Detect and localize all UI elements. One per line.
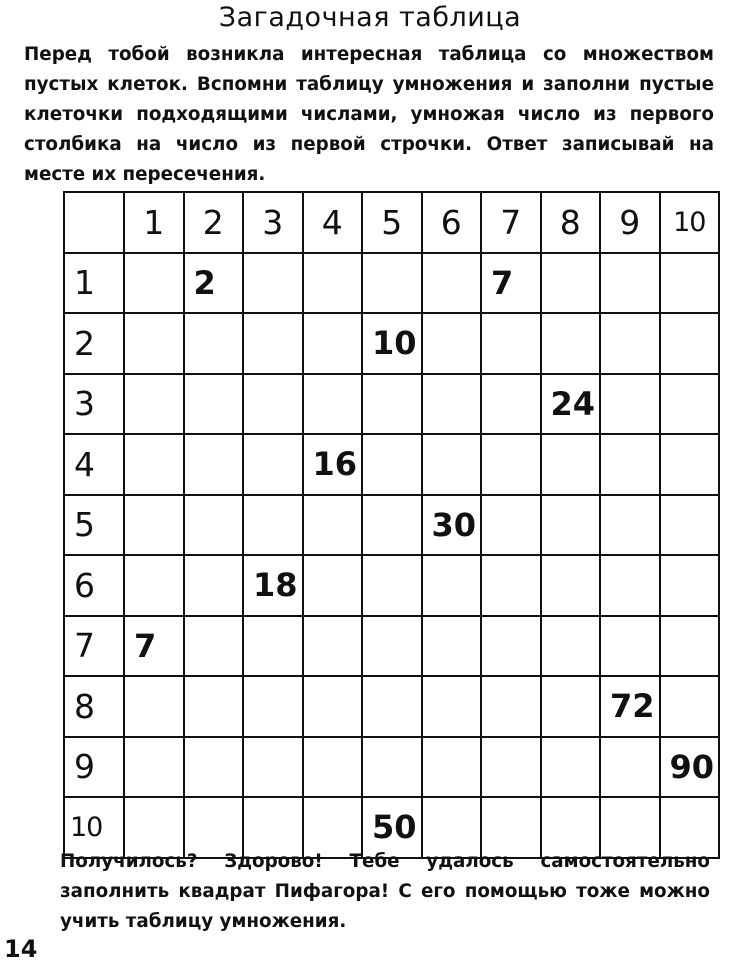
- table-cell-empty[interactable]: [423, 435, 483, 496]
- column-header-9: 9: [601, 193, 661, 254]
- table-cell-empty[interactable]: [601, 375, 661, 436]
- multiplication-table: [63, 191, 720, 859]
- row-header-9: 9: [65, 738, 125, 799]
- table-cell-empty[interactable]: [244, 314, 304, 375]
- table-cell-empty[interactable]: [661, 375, 721, 436]
- table-cell-empty[interactable]: [244, 375, 304, 436]
- table-cell-empty[interactable]: [244, 617, 304, 678]
- table-cell-filled: 16: [304, 435, 364, 496]
- row-header-6: 6: [65, 556, 125, 617]
- table-cell-empty[interactable]: [542, 677, 602, 738]
- table-cell-filled: 7: [482, 254, 542, 315]
- table-cell-empty[interactable]: [423, 314, 483, 375]
- table-cell-empty[interactable]: [185, 677, 245, 738]
- table-cell-empty[interactable]: [185, 738, 245, 799]
- row-header-2: 2: [65, 314, 125, 375]
- table-cell-empty[interactable]: [125, 556, 185, 617]
- column-header-10: 10: [661, 193, 721, 254]
- table-cell-empty[interactable]: [304, 617, 364, 678]
- table-cell-empty[interactable]: [661, 677, 721, 738]
- table-cell-empty[interactable]: [601, 254, 661, 315]
- table-cell-empty[interactable]: [661, 496, 721, 557]
- table-cell-empty[interactable]: [363, 738, 423, 799]
- table-cell-empty[interactable]: [244, 738, 304, 799]
- table-cell-empty[interactable]: [542, 617, 602, 678]
- table-cell-empty[interactable]: [304, 314, 364, 375]
- table-cell-empty[interactable]: [125, 435, 185, 496]
- table-cell-empty[interactable]: [185, 617, 245, 678]
- table-cell-empty[interactable]: [661, 617, 721, 678]
- table-cell-empty[interactable]: [185, 556, 245, 617]
- table-cell-empty[interactable]: [185, 496, 245, 557]
- column-header-3: 3: [244, 193, 304, 254]
- column-header-8: 8: [542, 193, 602, 254]
- instructions-text: Перед тобой возникла интересная таблица со множеством пустых клеток. Вспомни таблицу умножения и заполни пустые клеточки подходящими числами, умножая число из первого столбика на число из первой строчки. Ответ записывай на месте их пересечения.: [24, 44, 714, 185]
- table-cell-empty[interactable]: [304, 375, 364, 436]
- table-cell-empty[interactable]: [482, 677, 542, 738]
- table-cell-empty[interactable]: [244, 254, 304, 315]
- column-header-6: 6: [423, 193, 483, 254]
- row-header-4: 4: [65, 435, 125, 496]
- table-cell-empty[interactable]: [601, 314, 661, 375]
- row-header-10: 10: [65, 798, 125, 859]
- table-cell-empty[interactable]: [304, 556, 364, 617]
- table-cell-filled: 18: [244, 556, 304, 617]
- table-cell-empty[interactable]: [661, 254, 721, 315]
- row-header-5: 5: [65, 496, 125, 557]
- table-cell-filled: 50: [363, 798, 423, 859]
- table-cell-empty[interactable]: [482, 314, 542, 375]
- table-cell-empty[interactable]: [304, 677, 364, 738]
- table-cell-empty[interactable]: [482, 738, 542, 799]
- table-cell-filled: 10: [363, 314, 423, 375]
- table-cell-empty[interactable]: [125, 254, 185, 315]
- table-cell-empty[interactable]: [363, 435, 423, 496]
- table-cell-empty[interactable]: [423, 556, 483, 617]
- table-cell-empty[interactable]: [661, 314, 721, 375]
- table-cell-empty[interactable]: [423, 677, 483, 738]
- row-header-7: 7: [65, 617, 125, 678]
- conclusion-text: Получилось? Здорово! Тебе удалось самостоятельно заполнить квадрат Пифагора! С его помощью тоже можно учить таблицу умножения.: [60, 851, 710, 932]
- table-cell-empty[interactable]: [185, 314, 245, 375]
- table-cell-empty[interactable]: [125, 677, 185, 738]
- table-cell-empty[interactable]: [363, 617, 423, 678]
- row-header-3: 3: [65, 375, 125, 436]
- column-header-5: 5: [363, 193, 423, 254]
- table-cell-empty[interactable]: [542, 556, 602, 617]
- table-cell-filled: 30: [423, 496, 483, 557]
- table-cell-empty[interactable]: [482, 617, 542, 678]
- table-cell-empty[interactable]: [304, 496, 364, 557]
- table-cell-empty[interactable]: [304, 254, 364, 315]
- table-cell-empty[interactable]: [244, 677, 304, 738]
- table-cell-empty[interactable]: [542, 314, 602, 375]
- table-cell-empty[interactable]: [423, 254, 483, 315]
- table-cell-empty[interactable]: [542, 496, 602, 557]
- table-cell-empty[interactable]: [542, 435, 602, 496]
- table-cell-empty[interactable]: [542, 254, 602, 315]
- table-cell-empty[interactable]: [542, 738, 602, 799]
- table-cell-empty[interactable]: [661, 556, 721, 617]
- table-cell-empty[interactable]: [125, 738, 185, 799]
- table-cell-empty[interactable]: [601, 617, 661, 678]
- table-cell-empty[interactable]: [482, 435, 542, 496]
- table-cell-empty[interactable]: [423, 738, 483, 799]
- column-header-7: 7: [482, 193, 542, 254]
- table-cell-empty[interactable]: [423, 375, 483, 436]
- table-cell-empty[interactable]: [363, 254, 423, 315]
- table-cell-filled: 2: [185, 254, 245, 315]
- table-cell-empty[interactable]: [125, 314, 185, 375]
- column-header-4: 4: [304, 193, 364, 254]
- table-corner-cell: [65, 193, 125, 254]
- table-cell-empty[interactable]: [423, 617, 483, 678]
- page-number: 14: [4, 935, 38, 963]
- table-cell-empty[interactable]: [363, 556, 423, 617]
- table-cell-empty[interactable]: [601, 435, 661, 496]
- table-cell-empty[interactable]: [125, 375, 185, 436]
- table-cell-empty[interactable]: [601, 496, 661, 557]
- table-cell-filled: 90: [661, 738, 721, 799]
- table-cell-empty[interactable]: [363, 496, 423, 557]
- table-cell-empty[interactable]: [363, 375, 423, 436]
- table-cell-filled: 24: [542, 375, 602, 436]
- table-cell-empty[interactable]: [363, 677, 423, 738]
- table-cell-empty[interactable]: [125, 496, 185, 557]
- table-cell-empty[interactable]: [185, 435, 245, 496]
- row-header-8: 8: [65, 677, 125, 738]
- column-header-2: 2: [185, 193, 245, 254]
- table-cell-filled: 72: [601, 677, 661, 738]
- row-header-1: 1: [65, 254, 125, 315]
- table-cell-empty[interactable]: [244, 435, 304, 496]
- table-cell-filled: 7: [125, 617, 185, 678]
- table-cell-empty[interactable]: [244, 496, 304, 557]
- column-header-1: 1: [125, 193, 185, 254]
- table-cell-empty[interactable]: [185, 375, 245, 436]
- table-cell-empty[interactable]: [601, 556, 661, 617]
- page-title: Загадочная таблица: [218, 2, 522, 33]
- table-cell-empty[interactable]: [482, 556, 542, 617]
- table-cell-empty[interactable]: [304, 738, 364, 799]
- table-cell-empty[interactable]: [661, 435, 721, 496]
- table-cell-empty[interactable]: [601, 738, 661, 799]
- table-cell-empty[interactable]: [482, 496, 542, 557]
- table-cell-empty[interactable]: [482, 375, 542, 436]
